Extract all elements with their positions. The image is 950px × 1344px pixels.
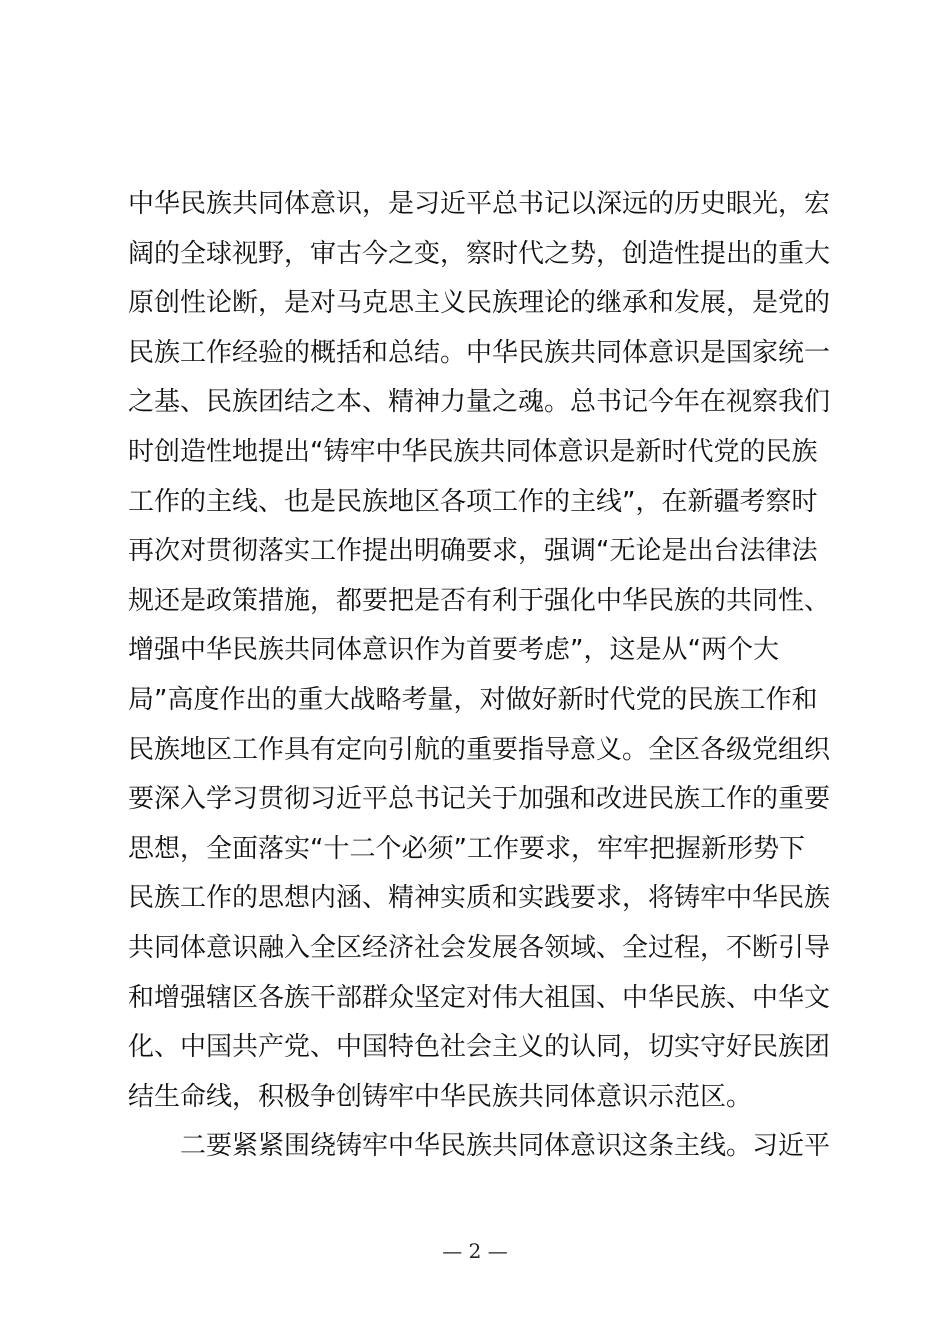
text-line: 思想，全面落实“十二个必须”工作要求，牢牢把握新形势下	[128, 833, 805, 864]
text-line: 化、中国共产党、中国特色社会主义的认同，切实守好民族团	[128, 1032, 831, 1063]
text-line: 之基、民族团结之本、精神力量之魂。总书记今年在视察我们	[128, 387, 831, 418]
text-line: 增强中华民族共同体意识作为首要考虑”，这是从“两个大	[128, 635, 779, 666]
text-line: 再次对贯彻落实工作提出明确要求，强调“无论是出台法律法	[128, 536, 818, 567]
text-line: 局”高度作出的重大战略考量，对做好新时代党的民族工作和	[128, 684, 818, 715]
text-line: 中华民族共同体意识，是习近平总书记以深远的历史眼光，宏	[128, 189, 831, 219]
text-line: 结生命线，积极争创铸牢中华民族共同体意识示范区。	[128, 1081, 753, 1112]
text-line: 工作的主线、也是民族地区各项工作的主线”，在新疆考察时	[128, 486, 818, 517]
text-line: 民族地区工作具有定向引航的重要指导意义。全区各级党组织	[128, 734, 831, 765]
text-line: 共同体意识融入全区经济社会发展各领域、全过程，不断引导	[128, 932, 831, 963]
text-line: 民族工作的思想内涵、精神实质和实践要求，将铸牢中华民族	[128, 883, 831, 914]
text-line: 民族工作经验的概括和总结。中华民族共同体意识是国家统一	[128, 337, 831, 368]
text-line: 原创性论断，是对马克思主义民族理论的继承和发展，是党的	[128, 288, 831, 319]
page-number: — 2 —	[442, 1239, 508, 1263]
text-line: 要深入学习贯彻习近平总书记关于加强和改进民族工作的重要	[128, 784, 831, 815]
paragraph-start-line: 二要紧紧围绕铸牢中华民族共同体意识这条主线。习近平	[180, 1131, 831, 1162]
text-line: 规还是政策措施，都要把是否有利于强化中华民族的共同性、	[128, 585, 831, 616]
text-line: 阔的全球视野，审古今之变，察时代之势，创造性提出的重大	[128, 238, 831, 269]
body-text	[128, 180, 838, 1172]
text-line: 和增强辖区各族干部群众坚定对伟大祖国、中华民族、中华文	[128, 982, 831, 1013]
text-line: 时创造性地提出“铸牢中华民族共同体意识是新时代党的民族	[128, 436, 818, 467]
